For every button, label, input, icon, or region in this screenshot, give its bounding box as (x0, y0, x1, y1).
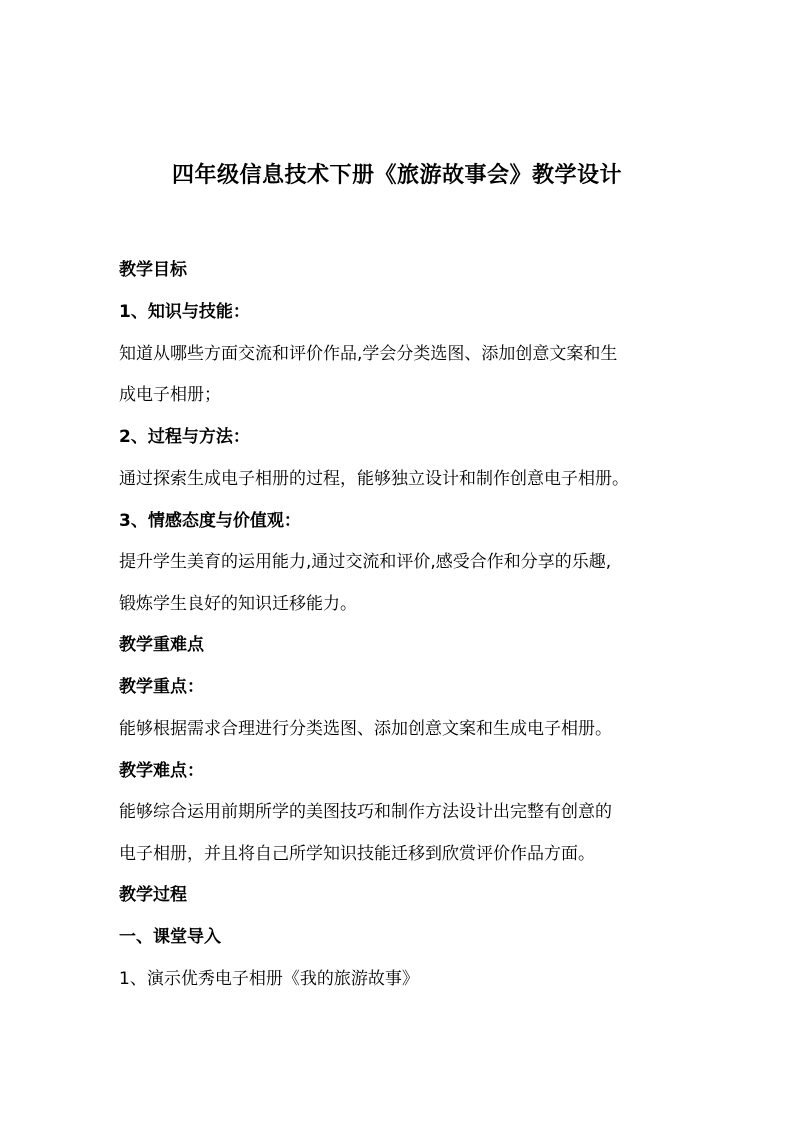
paragraph-line: 电子相册，并且将自己所学知识技能迁移到欣赏评价作品方面。 (119, 844, 595, 864)
heading-teaching-process: 教学过程 (119, 885, 187, 905)
heading-key-difficult-points: 教学重难点 (119, 635, 204, 655)
subheading-key-points: 教学重点： (119, 677, 204, 697)
paragraph-line: 成电子相册； (119, 385, 221, 405)
document-title: 四年级信息技术下册《旅游故事会》教学设计 (171, 163, 622, 188)
paragraph-line: 知道从哪些方面交流和评价作品,学会分类选图、添加创意文案和生 (119, 344, 618, 364)
paragraph-line: 能够根据需求合理进行分类选图、添加创意文案和生成电子相册。 (119, 719, 612, 739)
subheading-difficult-points: 教学难点： (119, 761, 204, 781)
subheading-knowledge-skills: 1、知识与技能： (119, 302, 250, 322)
subheading-class-introduction: 一、课堂导入 (119, 927, 221, 947)
paragraph-line: 能够综合运用前期所学的美图技巧和制作方法设计出完整有创意的 (119, 802, 612, 822)
paragraph-line: 提升学生美育的运用能力,通过交流和评价,感受合作和分享的乐趣, (119, 552, 612, 572)
paragraph-line: 锻炼学生良好的知识迁移能力。 (119, 594, 357, 614)
subheading-emotion-values: 3、情感态度与价值观： (119, 511, 301, 531)
subheading-process-methods: 2、过程与方法： (119, 427, 250, 447)
paragraph-line: 1、演示优秀电子相册《我的旅游故事》 (119, 969, 419, 989)
heading-teaching-objectives: 教学目标 (119, 260, 187, 280)
paragraph-line: 通过探索生成电子相册的过程，能够独立设计和制作创意电子相册。 (119, 469, 629, 489)
